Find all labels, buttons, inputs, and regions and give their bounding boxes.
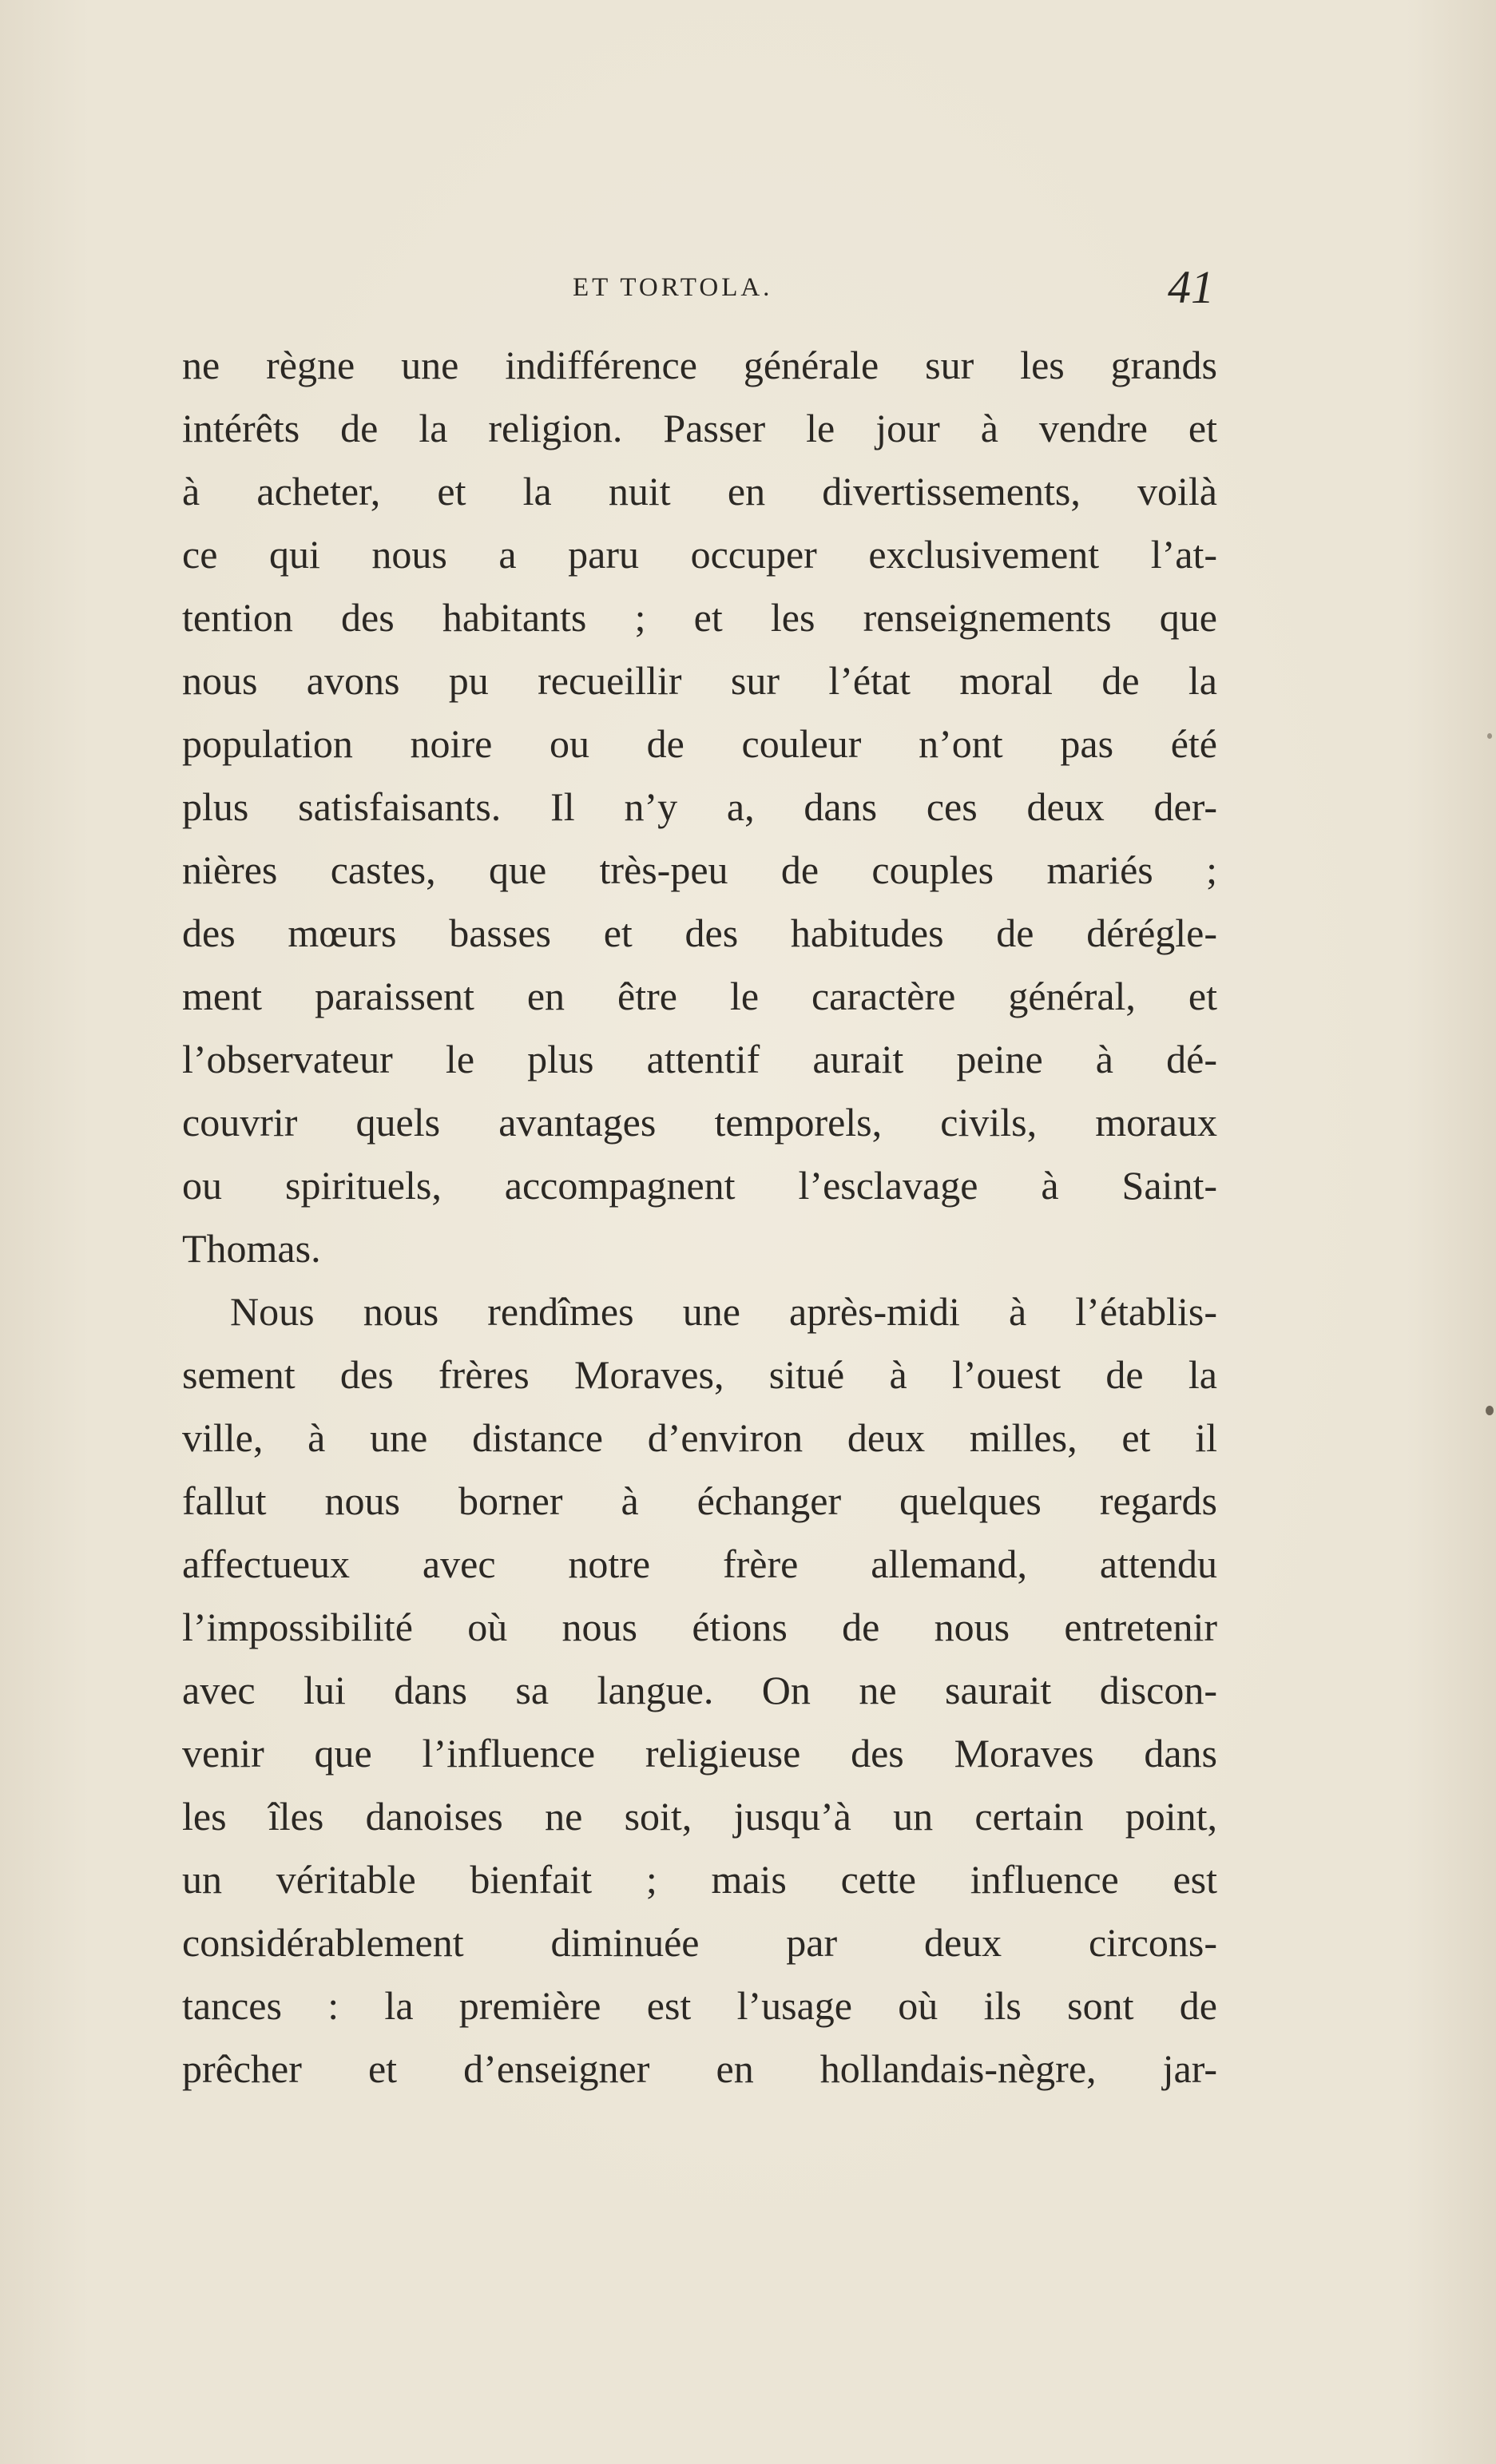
text-line: couvrir quels avantages temporels, civils, moraux [182, 1100, 1217, 1145]
text-line: intérêts de la religion. Passer le jour à vendre et [182, 406, 1217, 450]
paragraph-start-line: Nous nous rendîmes une après-midi à l’établis- [230, 1289, 1217, 1334]
text-line: ce qui nous a paru occuper exclusivement l’at- [182, 532, 1217, 577]
paper-speck [1487, 733, 1492, 739]
text-line: ville, à une distance d’environ deux milles, et il [182, 1415, 1217, 1460]
running-head [185, 261, 1214, 313]
text-line: ment paraissent en être le caractère général, et [182, 974, 1217, 1018]
text-line: à acheter, et la nuit en divertissements, voilà [182, 469, 1217, 514]
text-line: fallut nous borner à échanger quelques regards [182, 1478, 1217, 1523]
text-line: sement des frères Moraves, situé à l’ouest de la [182, 1352, 1217, 1397]
text-line: considérablement diminuée par deux circons- [182, 1920, 1217, 1965]
text-line: population noire ou de couleur n’ont pas été [182, 721, 1217, 766]
running-title: ET TORTOLA. [573, 273, 773, 302]
text-line: plus satisfaisants. Il n’y a, dans ces deux der- [182, 784, 1217, 829]
text-line: nous avons pu recueillir sur l’état moral de la [182, 658, 1217, 703]
text-line: venir que l’influence religieuse des Moraves dans [182, 1731, 1217, 1776]
paragraph-end-line: Thomas. [182, 1226, 321, 1271]
text-line: tention des habitants ; et les renseignements que [182, 595, 1217, 640]
text-line: un véritable bienfait ; mais cette influence est [182, 1857, 1217, 1902]
page-number: 41 [1168, 261, 1214, 313]
paper-speck [1486, 1406, 1494, 1415]
text-line: ou spirituels, accompagnent l’esclavage à Saint- [182, 1163, 1217, 1208]
text-line: ne règne une indifférence générale sur les grands [182, 343, 1217, 387]
text-line: des mœurs basses et des habitudes de dérégle- [182, 911, 1217, 955]
text-line: prêcher et d’enseigner en hollandais-nègre, jar- [182, 2046, 1217, 2091]
text-line: l’impossibilité où nous étions de nous entretenir [182, 1605, 1217, 1649]
text-line: les îles danoises ne soit, jusqu’à un certain point, [182, 1794, 1217, 1839]
text-line: avec lui dans sa langue. On ne saurait discon- [182, 1668, 1217, 1712]
text-line: nières castes, que très-peu de couples mariés ; [182, 847, 1217, 892]
body-text [182, 334, 1217, 2101]
text-line: tances : la première est l’usage où ils sont de [182, 1983, 1217, 2028]
text-line: l’observateur le plus attentif aurait peine à dé- [182, 1037, 1217, 1081]
text-line: affectueux avec notre frère allemand, attendu [182, 1541, 1217, 1586]
